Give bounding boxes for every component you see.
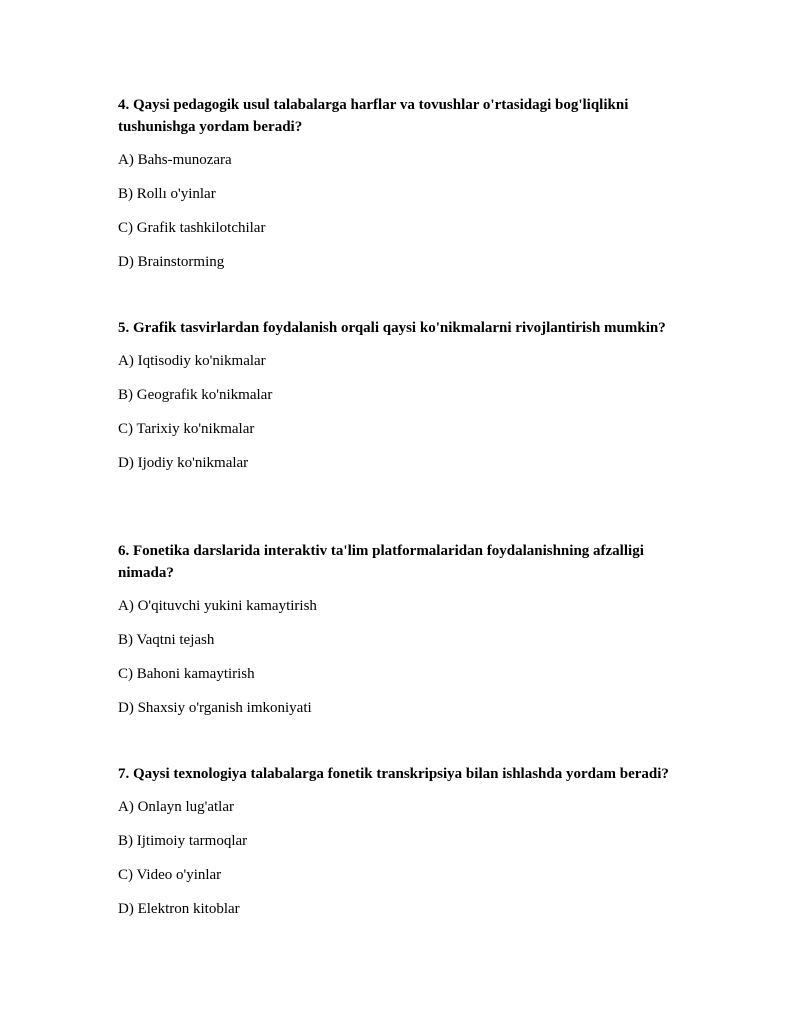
option-d: D) Ijodiy ko'nikmalar (118, 455, 249, 471)
question-5 (118, 317, 698, 472)
answer-options (118, 597, 698, 717)
option-c: C) Video o'yinlar (118, 867, 222, 883)
question-body: Grafik tasvirlardan foydalanish orqali qaysi ko'nikmalarni rivojlantirish mumkin? (133, 320, 666, 336)
option-a: A) Iqtisodiy ko'nikmalar (118, 353, 266, 369)
question-text (118, 317, 698, 339)
question-number: 4. (118, 97, 130, 113)
question-body: Qaysi pedagogik usul talabalarga harflar va tovushlar o'rtasidagi bog'liqlikni tushunishga yordam beradi? (118, 97, 629, 135)
option-a: A) O'qituvchi yukini kamaytirish (118, 598, 317, 614)
option-b: B) Geografik ko'nikmalar (118, 387, 273, 403)
question-text (118, 763, 698, 785)
option-a: A) Onlayn lug'atlar (118, 799, 235, 815)
option-b: B) Rollı o'yinlar (118, 186, 216, 202)
question-body: Qaysi texnologiya talabalarga fonetik transkripsiya bilan ishlashda yordam beradi? (133, 766, 669, 782)
option-c: C) Grafik tashkilotchilar (118, 220, 266, 236)
question-text (118, 540, 698, 584)
question-text (118, 94, 698, 138)
option-c: C) Bahoni kamaytirish (118, 666, 255, 682)
question-number: 6. (118, 543, 130, 559)
question-number: 5. (118, 320, 130, 336)
question-6 (118, 540, 698, 717)
question-number: 7. (118, 766, 130, 782)
option-d: D) Brainstorming (118, 254, 225, 270)
answer-options (118, 151, 698, 271)
question-4 (118, 94, 698, 271)
option-a: A) Bahs-munozara (118, 152, 232, 168)
question-7 (118, 763, 698, 918)
answer-options (118, 798, 698, 918)
option-b: B) Ijtimoiy tarmoqlar (118, 833, 248, 849)
answer-options (118, 352, 698, 472)
option-d: D) Elektron kitoblar (118, 901, 240, 917)
question-body: Fonetika darslarida interaktiv ta'lim platformalaridan foydalanishning afzalligi nimada? (118, 543, 644, 581)
option-c: C) Tarixiy ko'nikmalar (118, 421, 255, 437)
option-b: B) Vaqtni tejash (118, 632, 215, 648)
option-d: D) Shaxsiy o'rganish imkoniyati (118, 700, 312, 716)
